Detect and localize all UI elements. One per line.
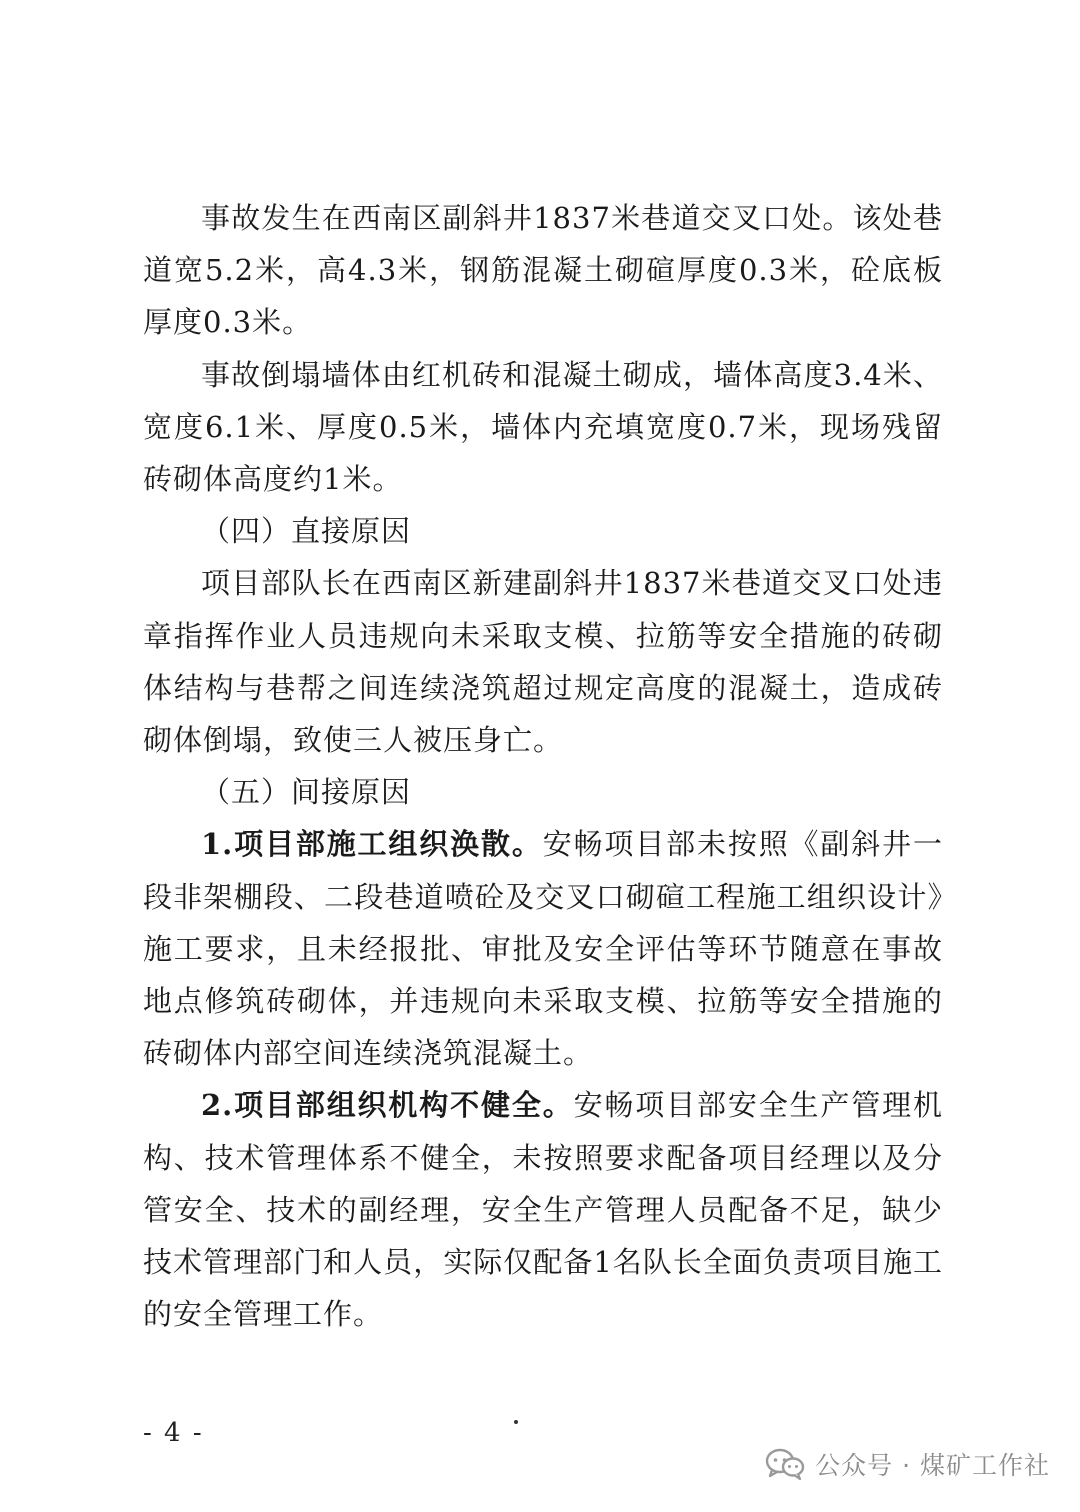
section-heading-indirect-cause: （五）间接原因	[201, 775, 412, 810]
paragraph-indirect-cause-2	[143, 1079, 943, 1340]
indirect-cause-1-title: 1.项目部施工组织涣散。	[201, 827, 543, 862]
page-number: - 4 -	[143, 1418, 204, 1448]
wechat-watermark	[765, 1444, 1050, 1484]
section-heading-direct-cause: （四）直接原因	[201, 514, 412, 549]
paragraph-indirect-cause-1	[143, 818, 943, 1079]
wechat-icon	[765, 1448, 805, 1480]
body-text	[143, 192, 943, 1340]
paragraph-accident-location: 事故发生在西南区副斜井1837米巷道交叉口处。该处巷道宽5.2米，高4.3米，钢筋混凝土砌碹厚度0.3米，砼底板厚度0.3米。	[143, 201, 943, 340]
paragraph-collapsed-wall: 事故倒塌墙体由红机砖和混凝土砌成，墙体高度3.4米、宽度6.1米、厚度0.5米，墙体内充填宽度0.7米，现场残留砖砌体高度约1米。	[143, 357, 943, 497]
paragraph-direct-cause: 项目部队长在西南区新建副斜井1837米巷道交叉口处违章指挥作业人员违规向未采取支模、拉筋等安全措施的砖砌体结构与巷帮之间连续浇筑超过规定高度的混凝土，造成砖砌体倒塌，致使三人被压身亡。	[143, 566, 943, 758]
indirect-cause-2-text: 安畅项目部安全生产管理机构、技术管理体系不健全，未按照要求配备项目经理以及分管安全、技术的副经理，安全生产管理人员配备不足，缺少技术管理部门和人员，实际仅配备1名队长全面负责项目施工的安全管理工作。	[143, 1088, 943, 1332]
indirect-cause-1-text: 安畅项目部未按照《副斜井一段非架棚段、二段巷道喷砼及交叉口砌碹工程施工组织设计》施工要求，且未经报批、审批及安全评估等环节随意在事故地点修筑砖砌体，并违规向未采取支模、拉筋等安全措施的砖砌体内部空间连续浇筑混凝土。	[143, 827, 943, 1071]
indirect-cause-2-title: 2.项目部组织机构不健全。	[201, 1088, 574, 1123]
watermark-text: 公众号 · 煤矿工作社	[815, 1451, 1050, 1480]
scan-dot	[514, 1420, 518, 1424]
